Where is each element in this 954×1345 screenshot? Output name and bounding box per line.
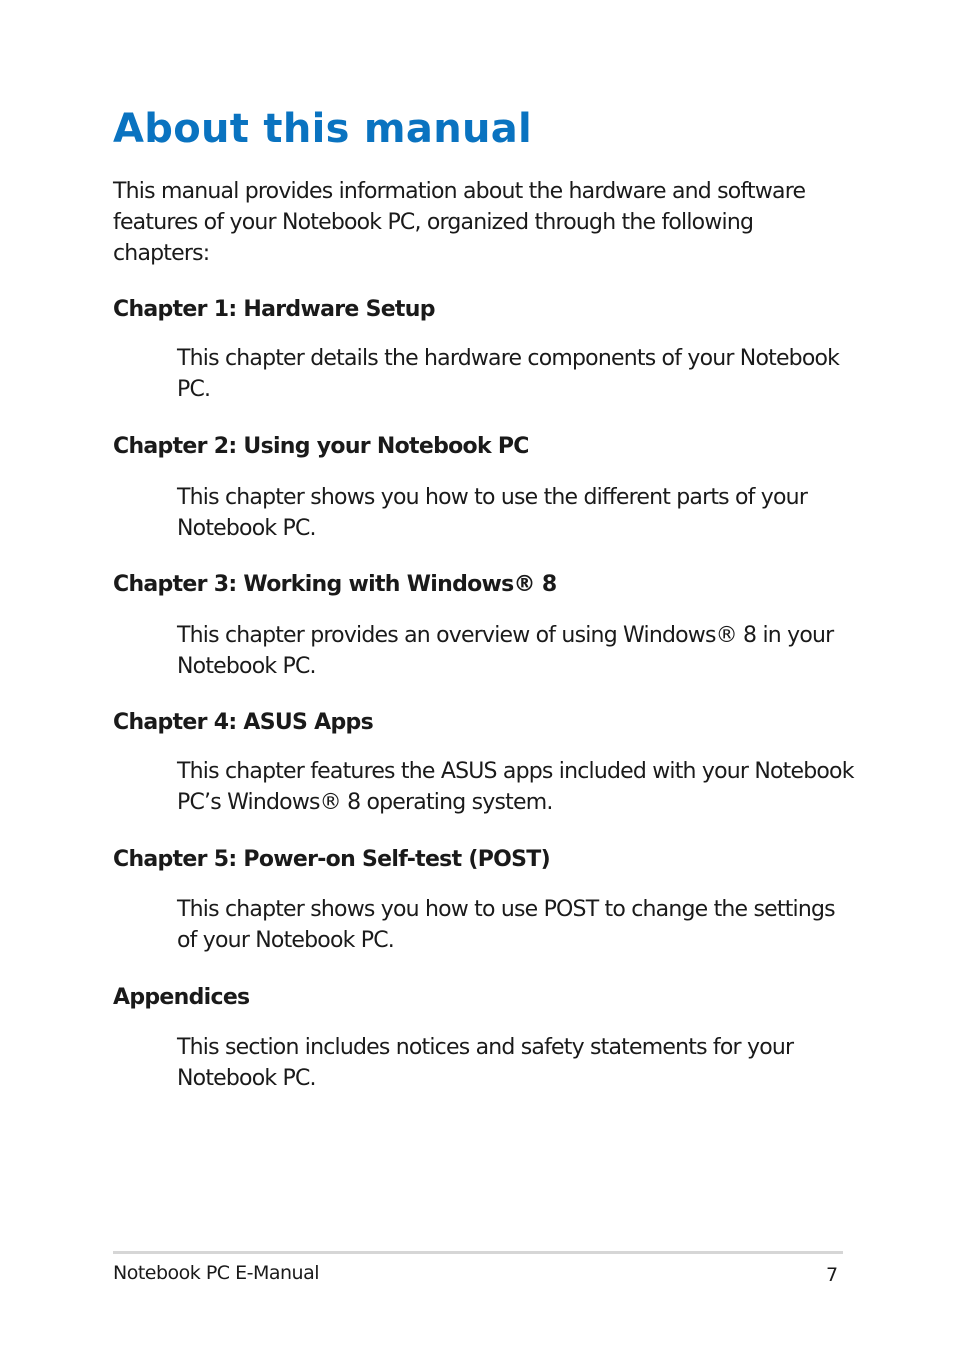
section-chapter-3 bbox=[113, 570, 853, 682]
section-chapter-5 bbox=[113, 845, 853, 956]
section-body: This section includes notices and safety statements for your Notebook PC. bbox=[177, 1035, 794, 1091]
section-body: This chapter shows you how to use POST to change the settings of your Notebook PC. bbox=[177, 897, 835, 953]
section-chapter-4 bbox=[113, 708, 853, 818]
section-heading: Chapter 3: Working with Windows® 8 bbox=[113, 572, 557, 597]
section-heading: Appendices bbox=[113, 985, 250, 1010]
page-number: 7 bbox=[826, 1264, 839, 1286]
page-title: About this manual bbox=[113, 106, 533, 152]
section-body: This chapter shows you how to use the different parts of your Notebook PC. bbox=[177, 485, 808, 541]
section-appendices bbox=[113, 983, 853, 1094]
section-heading: Chapter 2: Using your Notebook PC bbox=[113, 434, 529, 459]
section-body: This chapter details the hardware components of your Notebook PC. bbox=[177, 346, 840, 402]
intro-paragraph: This manual provides information about the hardware and software features of your Notebook PC, organized through the following chapters: bbox=[113, 179, 806, 266]
section-body: This chapter features the ASUS apps included with your Notebook PC’s Windows® 8 operating system. bbox=[177, 759, 854, 815]
section-heading: Chapter 4: ASUS Apps bbox=[113, 710, 373, 735]
section-heading: Chapter 5: Power-on Self-test (POST) bbox=[113, 847, 550, 872]
section-chapter-1 bbox=[113, 295, 853, 405]
footer-title: Notebook PC E-Manual bbox=[113, 1262, 319, 1284]
section-body: This chapter provides an overview of using Windows® 8 in your Notebook PC. bbox=[177, 623, 834, 679]
footer-divider bbox=[113, 1251, 843, 1254]
section-heading: Chapter 1: Hardware Setup bbox=[113, 297, 435, 322]
section-chapter-2 bbox=[113, 432, 853, 544]
